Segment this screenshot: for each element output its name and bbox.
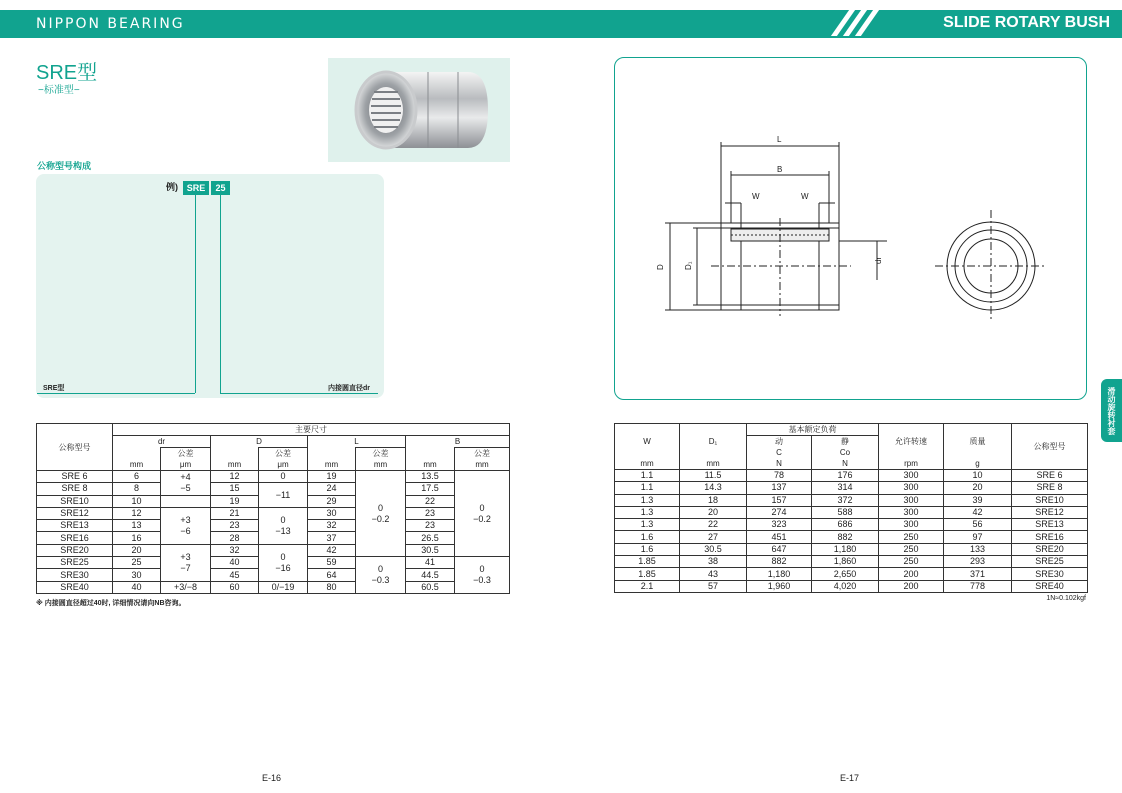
cell-D: 15 (211, 483, 259, 495)
table-row: 1.85 43 1,180 2,650 200 371 SRE30 (615, 568, 1088, 580)
th-tol: 公差 (161, 448, 211, 460)
cell-dr-tol: +3 −6 (161, 507, 211, 544)
cell-B: 23 (406, 520, 455, 532)
cell-dr: 25 (113, 557, 161, 569)
code-part-type: SRE (183, 181, 209, 195)
series-title: SLIDE ROTARY BUSH (943, 14, 1110, 31)
cell-dr: 10 (113, 495, 161, 507)
th-blank (211, 448, 259, 460)
dim-D1-label: D₁ (684, 261, 693, 270)
th-B: B (406, 436, 510, 448)
drawing-box (614, 57, 1087, 400)
table-row (37, 471, 510, 483)
brand-name: NIPPON BEARING (36, 16, 185, 32)
header-underline (0, 36, 1122, 38)
load-table (614, 423, 1088, 593)
th-D: D (211, 436, 308, 448)
cell-D: 28 (211, 532, 259, 544)
th-unit: mm (308, 459, 356, 471)
th-D1: D₁ (680, 424, 747, 459)
cell-D: 21 (211, 507, 259, 519)
product-title: SRE型 (36, 62, 98, 84)
cell-D-tol: 0 −13 (259, 507, 308, 544)
table-row: 1.1 14.3 137 314 300 20 SRE 8 (615, 482, 1088, 494)
dim-D-label: D (656, 264, 665, 270)
cell-L: 30 (308, 507, 356, 519)
cell-L: 29 (308, 495, 356, 507)
code-example-prefix: 例) (166, 182, 178, 192)
product-subtitle: −标准型− (38, 85, 80, 96)
cell-dr: 12 (113, 507, 161, 519)
th-unit: N (747, 458, 812, 470)
cell-model: SRE10 (37, 495, 113, 507)
dim-W-label: W (801, 192, 809, 201)
cell-dr: 8 (113, 483, 161, 495)
th-blank (113, 448, 161, 460)
cell-L: 24 (308, 483, 356, 495)
th-unit: rpm (879, 458, 944, 470)
table-row: 1.6 30.5 647 1,180 250 133 SRE20 (615, 543, 1088, 555)
th-load: 基本额定负荷 (747, 424, 879, 436)
cell-model: SRE 6 (37, 471, 113, 483)
code-leader-line (220, 393, 378, 394)
cell-B: 26.5 (406, 532, 455, 544)
cell-D-tol: 0/−19 (259, 581, 308, 593)
cell-dr: 6 (113, 471, 161, 483)
code-label-size: 内接圆直径dr (328, 385, 370, 392)
cell-dr: 13 (113, 520, 161, 532)
code-label-type: SRE型 (43, 385, 65, 392)
th-unit: mm (680, 458, 747, 470)
cell-dr-tol: +4 −5 (161, 471, 211, 496)
bushing-photo-icon (328, 58, 510, 162)
cell-L-tol: 0 −0.3 (356, 557, 406, 594)
cell-B: 44.5 (406, 569, 455, 581)
th-unit: mm (211, 459, 259, 471)
cell-L: 19 (308, 471, 356, 483)
bushing-drawing-icon (615, 58, 1086, 399)
cell-dr-tol: +3/−8 (161, 581, 211, 593)
page-number-right: E-17 (840, 773, 860, 783)
cell-D: 19 (211, 495, 259, 507)
th-dr: dr (113, 436, 211, 448)
table-row: 1.6 27 451 882 250 97 SRE16 (615, 531, 1088, 543)
cell-B: 22 (406, 495, 455, 507)
cell-model: SRE 8 (37, 483, 113, 495)
cell-L: 64 (308, 569, 356, 581)
table-row: 1.85 38 882 1,860 250 293 SRE25 (615, 556, 1088, 568)
page-number-left: E-16 (262, 773, 282, 783)
th-unit: mm (615, 458, 680, 470)
th-tol: 公差 (259, 448, 308, 460)
cell-model: SRE16 (37, 532, 113, 544)
cell-dr-tol (161, 495, 211, 507)
cell-L: 80 (308, 581, 356, 593)
code-composition-box (36, 174, 384, 398)
cell-D: 40 (211, 557, 259, 569)
page-header (0, 10, 1122, 36)
cell-B: 30.5 (406, 544, 455, 556)
table-row (37, 544, 510, 556)
cell-model: SRE12 (37, 507, 113, 519)
cell-L: 42 (308, 544, 356, 556)
cell-D: 12 (211, 471, 259, 483)
table-footnote: ※ 内接圆直径超过40时, 详细情况请向NB咨询。 (36, 600, 186, 607)
cell-D: 32 (211, 544, 259, 556)
th-main-dims: 主要尺寸 (113, 424, 510, 436)
cell-D: 60 (211, 581, 259, 593)
th-unit: mm (455, 459, 510, 471)
cell-model: SRE40 (37, 581, 113, 593)
cell-B: 41 (406, 557, 455, 569)
cell-L: 59 (308, 557, 356, 569)
dim-L-label: L (777, 135, 782, 144)
th-unit: μm (161, 459, 211, 471)
dimension-table (36, 423, 510, 594)
cell-model: SRE13 (37, 520, 113, 532)
table-row (37, 507, 510, 519)
code-leader-line (220, 195, 221, 393)
cell-model: SRE30 (37, 569, 113, 581)
th-W: W (615, 424, 680, 459)
cell-model: SRE20 (37, 544, 113, 556)
table-row (37, 483, 510, 495)
cell-model: SRE25 (37, 557, 113, 569)
side-category-tab[interactable]: 滑动旋转衬套 (1101, 379, 1122, 442)
cell-L: 37 (308, 532, 356, 544)
th-L: L (308, 436, 406, 448)
th-speed: 允许转速 (879, 424, 944, 459)
th-mass: 质量 (944, 424, 1012, 459)
table-row (37, 581, 510, 593)
product-photo (328, 58, 510, 162)
cell-dr: 16 (113, 532, 161, 544)
code-part-size: 25 (211, 181, 230, 195)
cell-D-tol: 0 (259, 471, 308, 483)
cell-dr: 20 (113, 544, 161, 556)
th-blank (308, 448, 356, 460)
dim-B-label: B (777, 165, 783, 174)
table-row: 1.3 18 157 372 300 39 SRE10 (615, 494, 1088, 506)
cell-dr: 40 (113, 581, 161, 593)
cell-B: 23 (406, 507, 455, 519)
table-row: 1.1 11.5 78 176 300 10 SRE 6 (615, 470, 1088, 482)
dim-dr-label: dr (874, 256, 883, 264)
th-tol: 公差 (455, 448, 510, 460)
cell-B-tol: 0 −0.3 (455, 557, 510, 594)
unit-note: 1N≈0.102kgf (1046, 595, 1086, 602)
th-model: 公称型号 (37, 424, 113, 471)
dim-W-label: W (752, 192, 760, 201)
cell-D: 45 (211, 569, 259, 581)
th-unit: μm (259, 459, 308, 471)
th-unit: N (812, 458, 879, 470)
code-leader-line (37, 393, 195, 394)
table-row: 1.3 20 274 588 300 42 SRE12 (615, 506, 1088, 518)
cell-B: 17.5 (406, 483, 455, 495)
table-row: 2.1 57 1,960 4,020 200 778 SRE40 (615, 580, 1088, 592)
cell-dr-tol: +3 −7 (161, 544, 211, 581)
cell-L: 32 (308, 520, 356, 532)
th-unit: mm (406, 459, 455, 471)
th-unit: mm (113, 459, 161, 471)
cell-L-tol: 0 −0.2 (356, 471, 406, 557)
code-leader-line (195, 195, 196, 393)
cell-B-tol: 0 −0.2 (455, 471, 510, 557)
th-unit: mm (356, 459, 406, 471)
th-blank (406, 448, 455, 460)
th-model: 公称型号 (1012, 424, 1088, 470)
th-unit: g (944, 458, 1012, 470)
th-tol: 公差 (356, 448, 406, 460)
cell-B: 13.5 (406, 471, 455, 483)
cell-D: 23 (211, 520, 259, 532)
cell-B: 60.5 (406, 581, 455, 593)
th-stat: 静 Co (812, 436, 879, 459)
table-row: 1.3 22 323 686 300 56 SRE13 (615, 519, 1088, 531)
cell-D-tol: −11 (259, 483, 308, 508)
cell-D-tol: 0 −16 (259, 544, 308, 581)
code-section-title: 公称型号构成 (37, 161, 92, 171)
th-dyn: 动 C (747, 436, 812, 459)
cell-dr: 30 (113, 569, 161, 581)
